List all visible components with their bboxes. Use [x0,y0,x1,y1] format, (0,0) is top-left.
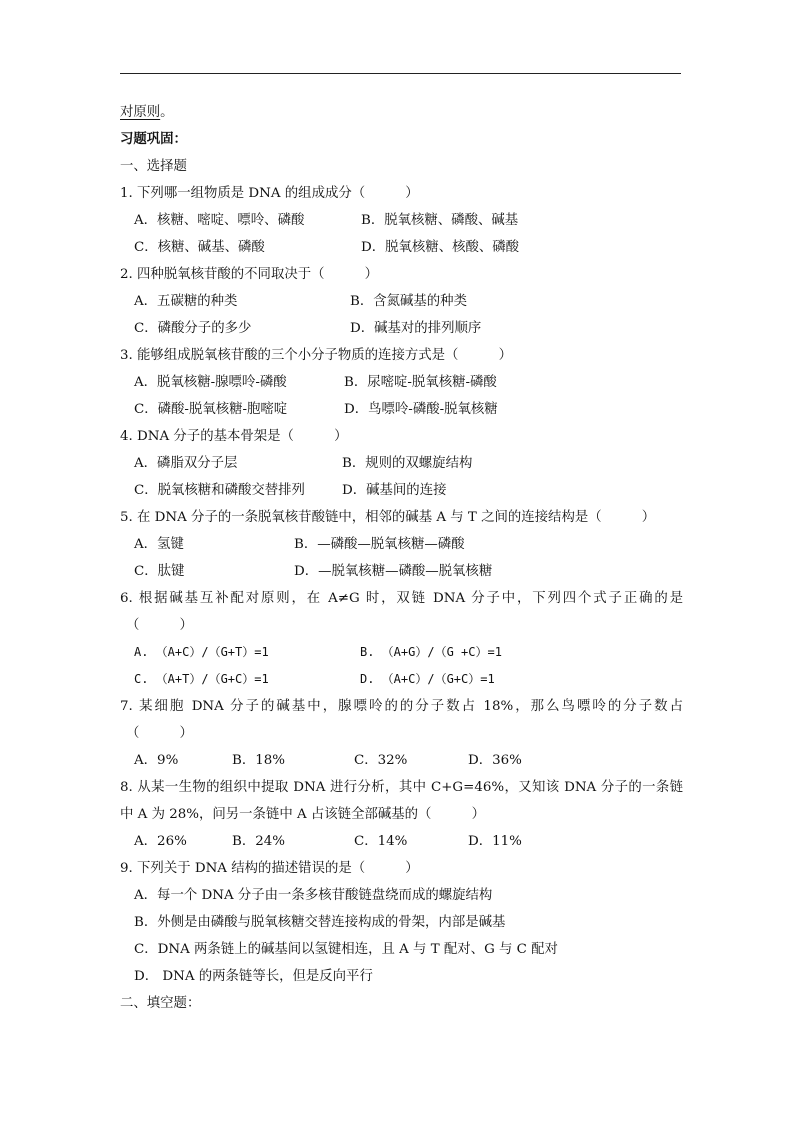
q9-option-d: D． DNA 的两条链等长，但是反向平行 [134,969,373,984]
question-4-options-row-1 [120,450,685,477]
question-1-options-row-1 [120,207,685,234]
question-5-stem: 5. 在 DNA 分子的一条脱氧核苷酸链中，相邻的碱基 A 与 T 之间的连接结构是（ ） [120,510,656,525]
question-6-stem-line-2: （ ） [126,618,193,633]
q7-option-c: C．32% [354,753,408,768]
q5-option-b: B．—磷酸—脱氧核糖—磷酸 [294,537,465,552]
q3-option-a: A．脱氧核糖-腺嘌呤-磷酸 [134,375,287,390]
q7-option-b: B．18% [232,753,285,768]
question-4-stem: 4. DNA 分子的基本骨架是（ ） [120,429,348,444]
question-3-options-row-2 [120,396,685,423]
q2-option-a: A．五碳糖的种类 [134,294,238,309]
q1-option-a: A．核糖、嘧啶、嘌呤、磷酸 [134,213,305,228]
q1-option-d: D．脱氧核糖、核酸、磷酸 [361,240,520,255]
question-4-options-row-2 [120,477,685,504]
question-1-stem: 1. 下列哪一组物质是 DNA 的组成成分（ ） [120,186,419,201]
question-6-options-row-2 [120,666,685,693]
q9-option-a: A．每一个 DNA 分子由一条多核苷酸链盘绕而成的螺旋结构 [134,888,493,903]
question-7-options-row [120,747,685,774]
q3-option-c: C．磷酸-脱氧核糖-胞嘧啶 [134,402,288,417]
section-title-choice: 一、选择题 [120,159,187,174]
q4-option-c: C．脱氧核糖和磷酸交替排列 [134,483,305,498]
q8-option-c: C．14% [354,834,408,849]
question-8-stem-line-1: 8. 从某一生物的组织中提取 DNA 进行分析，其中 C+G=46%，又知该 DNA 分子的一条链 [120,780,683,795]
q6-option-a: A. （A+C）/（G+T）=1 [134,645,269,659]
q2-option-d: D．碱基对的排列顺序 [350,321,482,336]
header-rule [120,73,681,74]
q7-option-a: A．9% [134,753,179,768]
question-5-options-row-1 [120,531,685,558]
question-8-options-row [120,828,685,855]
question-8-stem-line-2: 中 A 为 28%，问另一条链中 A 占该链全部碱基的（ ） [120,807,485,822]
section-title-fill-blank: 二、填空题： [120,996,201,1011]
question-7-stem-line-1: 7. 某细胞 DNA 分子的碱基中，腺嘌呤的的分子数占 18%，那么鸟嘌呤的分子数占 [120,699,683,714]
q6-option-d: D. （A+C）/（G+C）=1 [360,672,495,686]
q5-option-a: A．氢键 [134,537,184,552]
q9-option-b: B．外侧是由磷酸与脱氧核糖交替连接构成的骨架，内部是碱基 [134,915,506,930]
question-1-options-row-2 [120,234,685,261]
q2-option-c: C．磷酸分子的多少 [134,321,252,336]
q5-option-d: D．—脱氧核糖—磷酸—脱氧核糖 [294,564,493,579]
question-2-options-row-1 [120,288,685,315]
q8-option-b: B．24% [232,834,285,849]
q6-option-c: C. （A+T）/（G+C）=1 [134,672,269,686]
q4-option-a: A．磷脂双分子层 [134,456,238,471]
question-6-options-row-1 [120,639,685,666]
intro-line [120,99,685,126]
q4-option-d: D．碱基间的连接 [342,483,447,498]
q5-option-c: C．肽键 [134,564,185,579]
question-7-stem-line-2: （ ） [126,726,193,741]
q8-option-d: D．11% [468,834,522,849]
question-3-stem: 3. 能够组成脱氧核苷酸的三个小分子物质的连接方式是（ ） [120,348,512,363]
q6-option-b: B. （A+G）/（G +C）=1 [360,645,502,659]
q2-option-b: B．含氮碱基的种类 [350,294,467,309]
question-6-stem-line-1: 6. 根据碱基互补配对原则，在 A≠G 时，双链 DNA 分子中，下列四个式子正确的是 [120,591,683,606]
q1-option-b: B．脱氧核糖、磷酸、碱基 [361,213,519,228]
q7-option-d: D．36% [468,753,522,768]
q8-option-a: A．26% [134,834,187,849]
question-2-stem: 2. 四种脱氧核苷酸的不同取决于（ ） [120,267,379,282]
document-body [120,99,685,1017]
question-9-stem: 9. 下列关于 DNA 结构的描述错误的是（ ） [120,861,419,876]
question-5-options-row-2 [120,558,685,585]
question-3-options-row-1 [120,369,685,396]
intro-underlined-text: 对原则 [120,105,161,120]
q1-option-c: C．核糖、碱基、磷酸 [134,240,265,255]
q4-option-b: B．规则的双螺旋结构 [342,456,473,471]
q3-option-d: D．鸟嘌呤-磷酸-脱氧核糖 [344,402,498,417]
intro-punct: 。 [160,105,174,120]
exercise-heading: 习题巩固： [120,131,187,147]
q9-option-c: C．DNA 两条链上的碱基间以氢键相连，且 A 与 T 配对、G 与 C 配对 [134,942,558,957]
q3-option-b: B．尿嘧啶-脱氧核糖-磷酸 [344,375,497,390]
question-2-options-row-2 [120,315,685,342]
